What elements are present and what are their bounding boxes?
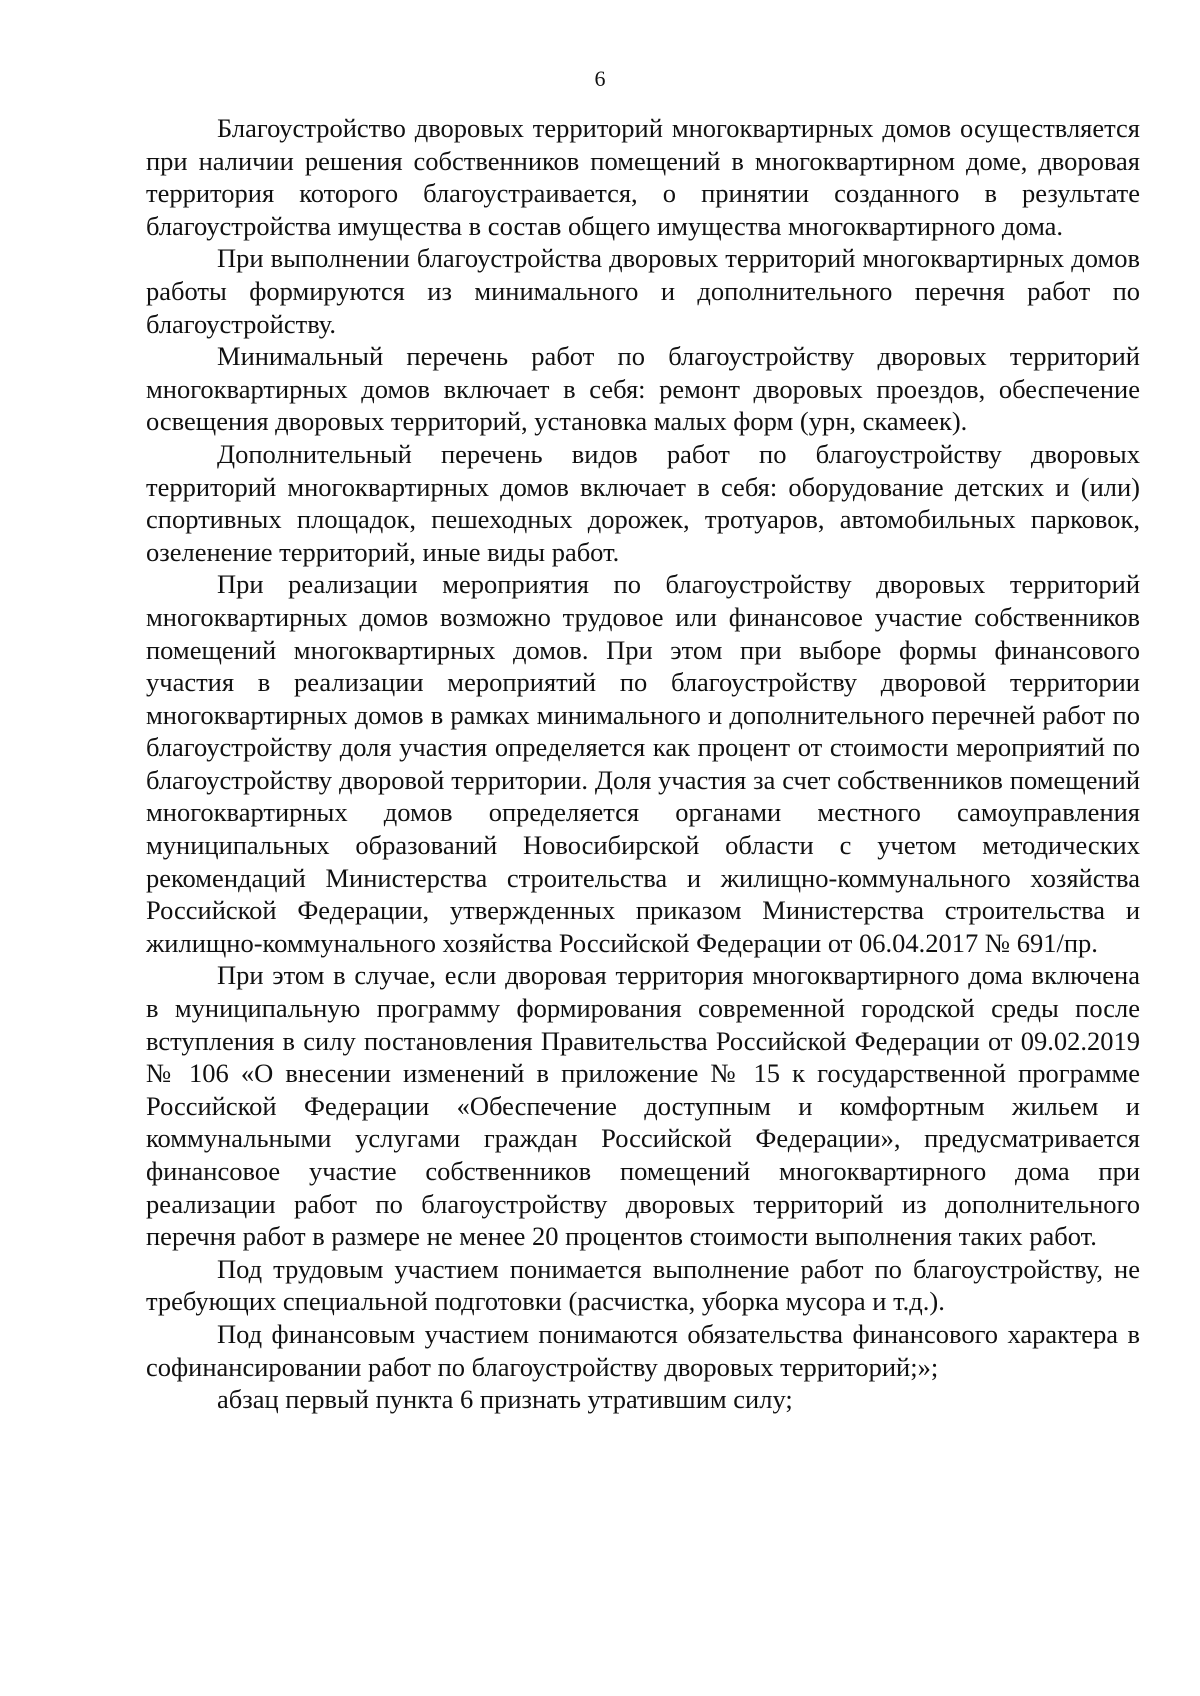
paragraph-5: При реализации мероприятия по благоустройству дворовых территорий многоквартирных домов возможно трудовое или финансовое участие собственников помещений многоквартирных домов. При этом при выборе формы финансового участия в реализации мероприятий по благоустройству дворовой территории многоквартирных домов в рамках минимального и дополнительного перечней работ по благоустройству доля участия определяется как процент от стоимости мероприятий по благоустройству дворовой территории. Доля участия за счет собственников помещений многоквартирных домов определяется органами местного самоуправления муниципальных образований Новосибирской области с учетом методических рекомендаций Министерства строительства и жилищно-коммунального хозяйства Российской Федерации, утвержденных приказом Министерства строительства и жилищно-коммунального хозяйства Российской Федерации от 06.04.2017 № 691/пр.: [146, 569, 1140, 958]
paragraph-6: При этом в случае, если дворовая территория многоквартирного дома включена в муниципальную программу формирования современной городской среды после вступления в силу постановления Правительства Российской Федерации от 09.02.2019 № 106 «О внесении изменений в приложение № 15 к государственной программе Российской Федерации «Обеспечение доступным и комфортным жильем и коммунальными услугами граждан Российской Федерации», предусматривается финансовое участие собственников помещений многоквартирного дома при реализации работ по благоустройству дворовых территорий из дополнительного перечня работ в размере не менее 20 процентов стоимости выполнения таких работ.: [146, 960, 1140, 1252]
paragraph-9: абзац первый пункта 6 признать утратившим силу;: [217, 1384, 793, 1415]
paragraph-3: Минимальный перечень работ по благоустройству дворовых территорий многоквартирных домов включает в себя: ремонт дворовых проездов, обеспечение освещения дворовых территорий, установка малых форм (урн, скамеек).: [146, 341, 1140, 437]
paragraph-4: Дополнительный перечень видов работ по благоустройству дворовых территорий многоквартирных домов включает в себя: оборудование детских и (или) спортивных площадок, пешеходных дорожек, тротуаров, автомобильных парковок, озеленение территорий, иные виды работ.: [146, 438, 1140, 567]
paragraph-7: Под трудовым участием понимается выполнение работ по благоустройству, не требующих специальной подготовки (расчистка, уборка мусора и т.д.).: [146, 1253, 1140, 1317]
document-body: [146, 112, 1140, 1416]
page-number: 6: [594, 66, 606, 91]
paragraph-8: Под финансовым участием понимаются обязательства финансового характера в софинансировании работ по благоустройству дворовых территорий;»;: [146, 1318, 1140, 1382]
paragraph-2: При выполнении благоустройства дворовых территорий многоквартирных домов работы формируются из минимального и дополнительного перечня работ по благоустройству.: [146, 243, 1140, 339]
paragraph-1: Благоустройство дворовых территорий многоквартирных домов осуществляется при наличии решения собственников помещений в многоквартирном доме, дворовая территория которого благоустраивается, о принятии созданного в результате благоустройства имущества в состав общего имущества многоквартирного дома.: [146, 113, 1140, 241]
